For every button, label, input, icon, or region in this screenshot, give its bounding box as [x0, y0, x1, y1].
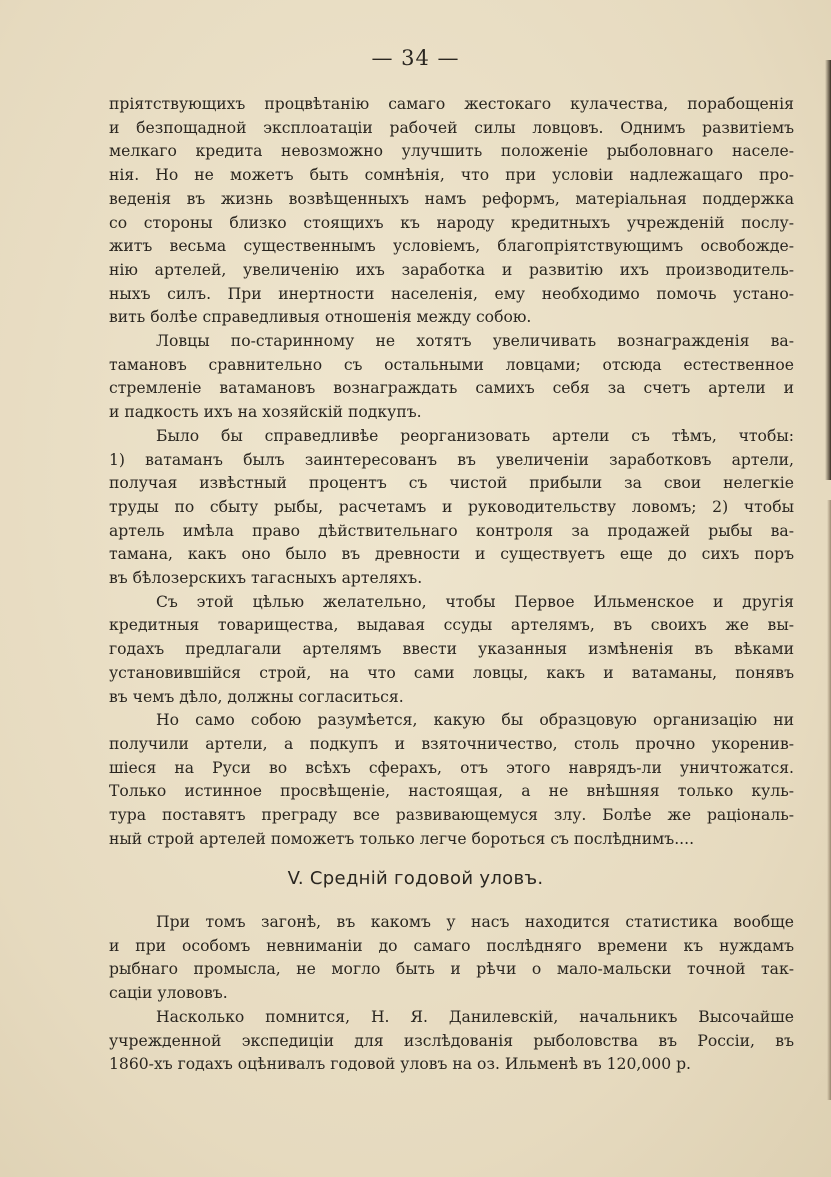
text-line: Ловцы по-старинному не хотятъ увеличивать вознагражденія ва-: [156, 332, 794, 351]
text-line: въ чемъ дѣло, должны согласиться.: [109, 687, 404, 706]
text-line: со стороны близко стоящихъ къ народу кредитныхъ учрежденій послу-: [109, 213, 794, 232]
text-line: 1860-хъ годахъ оцѣнивалъ годовой уловъ на оз. Ильменѣ въ 120,000 р.: [109, 1055, 692, 1074]
body-text-section-2: [109, 911, 794, 1077]
text-line: въ бѣлозерскихъ тагасныхъ артеляхъ.: [109, 569, 423, 588]
text-line: и падкость ихъ на хозяйскій подкупъ.: [109, 403, 422, 422]
text-line: установившійся строй, на что сами ловцы, какъ и ватаманы, понявъ: [109, 663, 794, 682]
text-line: учрежденной экспедиціи для изслѣдованія рыболовства въ Россіи, въ: [109, 1031, 794, 1050]
text-line: и безпощадной эксплоатаціи рабочей силы ловцовъ. Однимъ развитіемъ: [109, 118, 794, 137]
text-line: тамана, какъ оно было въ древности и существуетъ еще до сихъ поръ: [109, 545, 794, 564]
body-text-section-1: [109, 93, 794, 852]
text-line: тамановъ сравнительно съ остальными ловцами; отсюда естественное: [109, 355, 794, 374]
text-line: тура поставятъ преграду все развивающемуся злу. Болѣе же раціональ-: [109, 806, 794, 825]
text-line: Насколько помнится, Н. Я. Данилевскій, начальникъ Высочайше: [156, 1007, 794, 1026]
text-line: нію артелей, увеличенію ихъ заработка и развитію ихъ производитель-: [109, 260, 794, 279]
section-heading: V. Средній годовой уловъ.: [287, 868, 544, 889]
text-line: Только истинное просвѣщеніе, настоящая, а не внѣшняя только куль-: [109, 782, 794, 801]
text-line: шіеся на Руси во всѣхъ сферахъ, отъ этого наврядъ-ли уничтожатся.: [109, 758, 794, 777]
page-number: — 34 —: [371, 46, 460, 70]
text-line: ныхъ силъ. При инертности населенія, ему необходимо помочь устано-: [109, 284, 794, 303]
text-line: Было бы справедливѣе реорганизовать артели съ тѣмъ, чтобы:: [156, 426, 794, 445]
text-line: мелкаго кредита невозможно улучшить положеніе рыболовнаго населе-: [109, 142, 794, 161]
text-line: саціи улововъ.: [109, 984, 228, 1003]
text-line: Но само собою разумѣется, какую бы образцовую организацію ни: [156, 711, 794, 730]
text-line: вить болѣе справедливыя отношенія между собою.: [109, 308, 532, 327]
text-line: нія. Но не можетъ быть сомнѣнія, что при условіи надлежащаго про-: [109, 166, 794, 185]
text-line: кредитныя товарищества, выдавая ссуды артелямъ, въ своихъ же вы-: [109, 616, 794, 635]
text-line: ный строй артелей поможетъ только легче бороться съ послѣднимъ....: [109, 829, 695, 848]
text-line: рыбнаго промысла, не могло быть и рѣчи о мало-мальски точной так-: [109, 960, 794, 979]
text-line: При томъ загонѣ, въ какомъ у насъ находится статистика вообще: [156, 913, 794, 931]
page-edge-shadow: [825, 60, 831, 480]
text-line: труды по сбыту рыбы, расчетамъ и руководительству ловомъ; 2) чтобы: [109, 497, 794, 516]
text-line: годахъ предлагали артелямъ ввести указанныя измѣненія въ вѣками: [109, 640, 794, 659]
text-line: получая извѣстный процентъ съ чистой прибыли за свои нелегкіе: [109, 474, 794, 493]
page-edge-shadow-lower: [827, 500, 831, 1100]
text-line: стремленіе ватамановъ вознаграждать самихъ себя за счетъ артели и: [109, 379, 794, 398]
text-line: артель имѣла право дѣйствительнаго контроля за продажей рыбы ва-: [109, 521, 794, 540]
text-line: Съ этой цѣлью желательно, чтобы Первое Ильменское и другія: [156, 592, 794, 611]
text-line: и при особомъ невниманіи до самаго послѣдняго времени къ нуждамъ: [109, 936, 794, 955]
text-line: житъ весьма существеннымъ условіемъ, благопріятствующимъ освобожде-: [109, 237, 794, 256]
text-line: веденія въ жизнь возвѣщенныхъ намъ реформъ, матеріальная поддержка: [109, 189, 794, 208]
text-line: 1) ватаманъ былъ заинтересованъ въ увеличеніи заработковъ артели,: [109, 450, 794, 469]
text-line: получили артели, а подкупъ и взяточничество, столь прочно укоренив-: [109, 734, 794, 753]
text-line: пріятствующихъ процвѣтанію самаго жестокаго кулачества, порабощенія: [109, 95, 794, 113]
